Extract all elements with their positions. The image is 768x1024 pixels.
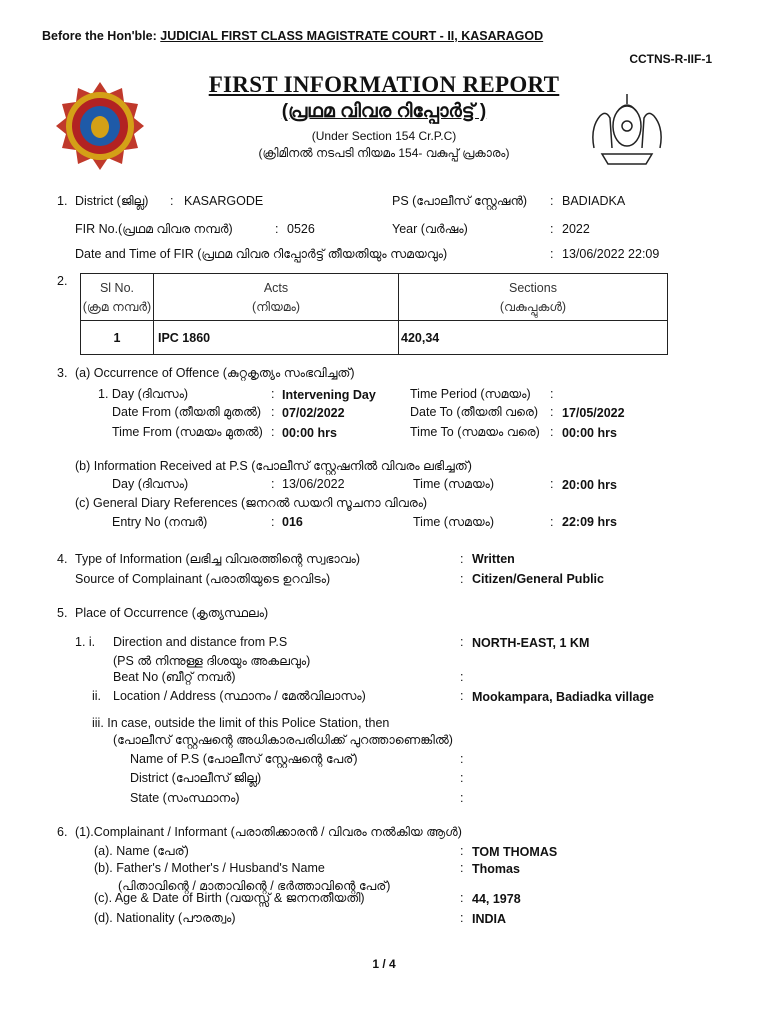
location-label: Location / Address (സ്ഥാനം / മേൽവിലാസം) [113,689,366,703]
colon: : [460,891,464,905]
report-title-ml: (പ്രഥമ വിവര റിപ്പോർട്ട് ) [281,101,487,122]
fir-label: FIR No.(പ്രഥമ വിവര നമ്പർ) [75,222,233,236]
header-acts [154,274,399,321]
year-value: 2022 [562,222,590,236]
time-period-label: Time Period (സമയം) [410,387,531,401]
fir-value: 0526 [287,222,315,236]
ps-name-label: Name of P.S (പോലീസ് സ്റ്റേഷന്റെ പേര്) [130,752,358,766]
report-title: FIRST INFORMATION REPORT [208,72,560,97]
colon: : [550,387,554,401]
colon: : [170,194,174,208]
item-i-number: 1. i. [75,635,96,649]
header-sl-en: Sl No. [99,281,135,295]
info-type-value: Written [472,552,515,566]
outside-limit-label: iii. In case, outside the limit of this Police Station, then [92,716,390,730]
direction-ml: (PS ൽ നിന്നുള്ള ദിശയും അകലവും) [113,654,311,668]
outside-limit-ml: (പോലീസ് സ്റ്റേഷന്റെ അധികാരപരിധിക്ക് പുറത്താണെങ്കിൽ) [113,733,453,747]
table-row [81,321,668,355]
section-3-number: 3. [57,366,68,380]
date-to-label: Date To (തീയതി വരെ) [410,405,539,419]
date-to-value: 17/05/2022 [562,406,625,420]
date-from-label: Date From (തീയതി മുതൽ) [112,405,262,419]
section-2-number: 2. [57,274,68,288]
colon: : [460,552,464,566]
colon: : [271,405,275,419]
age-label: (c). Age & Date of Birth (വയസ്സ് & ജനനതീയതി) [94,891,365,905]
received-time-label: Time (സമയം) [413,477,494,491]
occurrence-label: (a) Occurrence of Offence (കുറ്റകൃത്യം സംഭവിച്ചത്) [75,366,355,380]
name-value: TOM THOMAS [472,845,558,859]
district-value: KASARGODE [184,194,264,208]
info-received-label: (b) Information Received at P.S (പോലീസ് സ്റ്റേഷനിൽ വിവരം ലഭിച്ചത്) [75,459,472,473]
colon: : [460,911,464,925]
entry-no-value: 016 [282,515,303,529]
section-4-number: 4. [57,552,68,566]
father-ml: (പിതാവിന്റെ / മാതാവിന്റെ / ഭർത്താവിന്റെ പേര്) [118,879,391,893]
court-label: Before the Hon'ble: [42,29,157,43]
time-from-value: 00:00 hrs [282,426,337,440]
under-section: (Under Section 154 Cr.P.C) [311,129,457,143]
beat-label: Beat No (ബീറ്റ് നമ്പർ) [113,670,236,684]
section-6-number: 6. [57,825,68,839]
time-to-value: 00:00 hrs [562,426,617,440]
entry-time-label: Time (സമയം) [413,515,494,529]
father-value: Thomas [472,862,520,876]
header-sections-ml: (വകുപ്പുകൾ) [499,300,567,314]
cell-sl: 1 [81,321,154,355]
location-value: Mookampara, Badiadka village [472,690,655,704]
colon: : [460,689,464,703]
acts-table-header [81,274,668,321]
colon: : [460,572,464,586]
header-sections-en: Sections [509,281,557,295]
acts-table [80,273,668,355]
header-sl-ml: (ക്രമ നമ്പർ) [82,300,152,314]
received-time-value: 20:00 hrs [562,478,617,492]
source-label: Source of Complainant (പരാതിയുടെ ഉറവിടം) [75,572,331,586]
place-label: Place of Occurrence (കൃത്യസ്ഥലം) [75,606,269,620]
court-line [42,29,543,43]
nationality-value: INDIA [472,912,507,926]
name-label: (a). Name (പേര്) [94,844,189,858]
court-name: JUDICIAL FIRST CLASS MAGISTRATE COURT - II, KASARAGOD [160,29,544,43]
source-value: Citizen/General Public [472,572,604,586]
under-section-ml: (ക്രിമിനൽ നടപടി നിയമം 154- വകുപ്പ് പ്രകാരം) [258,146,510,160]
header-sections [399,274,668,321]
fir-datetime-label: Date and Time of FIR (പ്രഥമ വിവര റിപ്പോർട്ട് തീയതിയും സമയവും) [75,247,448,261]
direction-value: NORTH-EAST, 1 KM [472,636,590,650]
district-label: District (ജില്ല) [75,194,149,208]
nationality-label: (d). Nationality (പൗരത്വം) [94,911,236,925]
time-to-label: Time To (സമയം വരെ) [410,425,540,439]
cell-sections: 420,34 [399,321,668,355]
received-day-label: Day (ദിവസം) [112,477,189,491]
section-1-number: 1. [57,194,68,208]
section-5-number: 5. [57,606,68,620]
header-sl [81,274,154,321]
colon: : [460,635,464,649]
colon: : [550,477,554,491]
father-label: (b). Father's / Mother's / Husband's Name [94,861,325,875]
colon: : [460,752,464,766]
colon: : [550,194,554,208]
cell-act: IPC 1860 [154,321,399,355]
received-day-value: 13/06/2022 [282,477,345,491]
colon: : [460,844,464,858]
year-label: Year (വർഷം) [392,222,468,236]
day-label: 1. Day (ദിവസം) [98,387,189,401]
form-code: CCTNS-R-IIF-1 [629,52,712,66]
colon: : [460,791,464,805]
colon: : [550,247,554,261]
entry-no-label: Entry No (നമ്പർ) [112,515,208,529]
colon: : [460,771,464,785]
item-ii-number: ii. [92,689,102,703]
page-number: 1 / 4 [372,957,396,971]
colon: : [460,670,464,684]
colon: : [550,222,554,236]
info-type-label: Type of Information (ലഭിച്ച വിവരത്തിന്റെ സ്വഭാവം) [75,552,361,566]
colon: : [460,861,464,875]
day-value: Intervening Day [282,388,376,402]
colon: : [550,425,554,439]
ps-label: PS (പോലീസ് സ്റ്റേഷൻ) [392,194,528,208]
colon: : [550,405,554,419]
entry-time-value: 22:09 hrs [562,515,617,529]
state-label: State (സംസ്ഥാനം) [130,791,240,805]
colon: : [275,222,279,236]
time-from-label: Time From (സമയം മുതൽ) [112,425,263,439]
fir-datetime-value: 13/06/2022 22:09 [562,247,660,261]
ps-value: BADIADKA [562,194,626,208]
colon: : [550,515,554,529]
age-value: 44, 1978 [472,892,521,906]
colon: : [271,387,275,401]
header-acts-ml: (നിയമം) [251,300,300,314]
header-acts-en: Acts [263,281,289,295]
colon: : [271,477,275,491]
report-title-block [0,72,768,161]
colon: : [271,425,275,439]
general-diary-label: (c) General Diary References (ജനറൽ ഡയറി സൂചനാ വിവരം) [75,496,428,510]
colon: : [271,515,275,529]
ps-district-label: District (പോലീസ് ജില്ല) [130,771,262,785]
date-from-value: 07/02/2022 [282,406,345,420]
direction-label: Direction and distance from P.S [113,635,288,649]
complainant-label: (1).Complainant / Informant (പരാതിക്കാരൻ / വിവരം നൽകിയ ആൾ) [75,825,462,839]
